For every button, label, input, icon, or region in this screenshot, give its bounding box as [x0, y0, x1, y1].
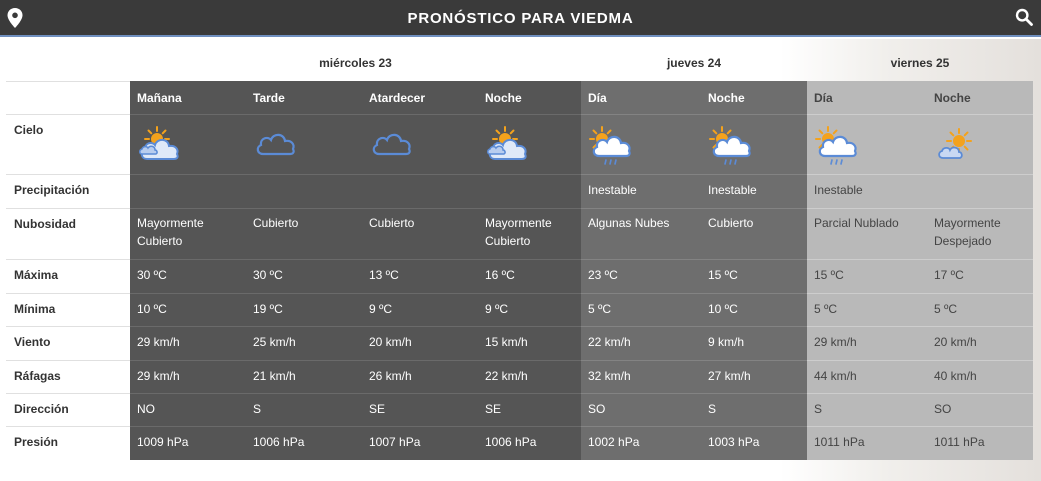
viento-value: 15 km/h — [485, 335, 528, 349]
sun-small-cloud-icon — [933, 126, 979, 166]
sun-cloud-rain-icon — [587, 126, 633, 166]
rafagas-value: 21 km/h — [253, 369, 296, 383]
maxima-value: 30 ºC — [137, 268, 167, 282]
rafagas-value: 40 km/h — [934, 369, 977, 383]
minima-value: 9 ºC — [369, 302, 393, 316]
cloudiness-line-1: Cubierto — [369, 216, 415, 230]
maxima-value: 23 ºC — [588, 268, 618, 282]
row-divider — [581, 114, 807, 115]
row-divider — [130, 360, 581, 361]
viento-value: 29 km/h — [137, 335, 180, 349]
cloudiness-line-1: Mayormente — [934, 216, 1001, 230]
rafagas-value: 26 km/h — [369, 369, 412, 383]
minima-value: 19 ºC — [253, 302, 283, 316]
row-divider — [130, 114, 581, 115]
period-header: Día — [588, 91, 607, 105]
maxima-value: 16 ºC — [485, 268, 515, 282]
cloudiness-value — [588, 214, 698, 232]
precipitation-value: Inestable — [708, 183, 757, 197]
day-header-1: miércoles 23 — [319, 56, 392, 70]
row-divider — [581, 293, 807, 294]
row-divider — [6, 174, 130, 175]
row-divider — [6, 208, 130, 209]
row-divider — [581, 360, 807, 361]
day-headers — [0, 39, 1041, 81]
rafagas-value: 32 km/h — [588, 369, 631, 383]
row-label-precipitacion: Precipitación — [14, 183, 90, 197]
minima-value: 9 ºC — [485, 302, 509, 316]
direccion-value: S — [708, 402, 717, 416]
cloudiness-line-1: Cubierto — [708, 216, 754, 230]
presion-value: 1011 hPa — [934, 435, 985, 449]
period-header: Tarde — [253, 91, 285, 105]
cloud-icon — [252, 126, 298, 166]
period-header: Noche — [934, 91, 971, 105]
row-divider — [807, 326, 1033, 327]
row-divider — [581, 426, 807, 427]
row-divider — [6, 293, 130, 294]
row-divider — [807, 393, 1033, 394]
period-header: Noche — [708, 91, 745, 105]
row-divider — [581, 208, 807, 209]
minima-value: 5 ºC — [588, 302, 612, 316]
row-divider — [6, 393, 130, 394]
day-header-3: viernes 25 — [890, 56, 950, 70]
cloudiness-value — [814, 214, 924, 232]
viento-value: 20 km/h — [934, 335, 977, 349]
partly-cloudy-icon — [136, 126, 182, 166]
period-header: Mañana — [137, 91, 182, 105]
row-divider — [6, 326, 130, 327]
cloudiness-line-2: Cubierto — [485, 234, 531, 248]
period-header: Atardecer — [369, 91, 426, 105]
direccion-value: S — [253, 402, 262, 416]
row-divider — [130, 259, 581, 260]
row-divider — [807, 360, 1033, 361]
row-label-maxima: Máxima — [14, 268, 59, 282]
viento-value: 20 km/h — [369, 335, 412, 349]
row-label-cielo: Cielo — [14, 123, 44, 137]
maxima-value: 13 ºC — [369, 268, 399, 282]
row-divider — [807, 293, 1033, 294]
direccion-value: S — [814, 402, 823, 416]
minima-value: 10 ºC — [708, 302, 738, 316]
maxima-value: 15 ºC — [814, 268, 844, 282]
cloud-icon — [368, 126, 414, 166]
row-label-rafagas: Ráfagas — [14, 369, 61, 383]
cloudiness-line-2: Despejado — [934, 234, 992, 248]
direccion-value: SE — [369, 402, 386, 416]
direccion-value: SO — [934, 402, 952, 416]
row-divider — [130, 326, 581, 327]
row-divider — [130, 393, 581, 394]
rafagas-value: 44 km/h — [814, 369, 857, 383]
row-label-nubosidad: Nubosidad — [14, 217, 76, 231]
maxima-value: 30 ºC — [253, 268, 283, 282]
viento-value: 9 km/h — [708, 335, 745, 349]
presion-value: 1007 hPa — [369, 435, 421, 449]
presion-value: 1009 hPa — [137, 435, 189, 449]
search-icon[interactable] — [1015, 8, 1033, 26]
viento-value: 22 km/h — [588, 335, 631, 349]
minima-value: 5 ºC — [934, 302, 958, 316]
row-divider — [581, 174, 807, 175]
viento-value: 29 km/h — [814, 335, 857, 349]
row-divider — [6, 81, 130, 82]
row-divider — [6, 360, 130, 361]
minima-value: 10 ºC — [137, 302, 167, 316]
row-divider — [807, 208, 1033, 209]
rafagas-value: 27 km/h — [708, 369, 751, 383]
cloudiness-line-2: Cubierto — [137, 234, 183, 248]
cloudiness-value — [934, 214, 1041, 250]
partly-cloudy-icon — [484, 126, 530, 166]
presion-value: 1006 hPa — [253, 435, 305, 449]
precipitation-value: Inestable — [588, 183, 637, 197]
top-bar — [0, 0, 1041, 37]
maxima-value: 17 ºC — [934, 268, 964, 282]
row-divider — [807, 426, 1033, 427]
row-divider — [130, 174, 581, 175]
row-divider — [807, 174, 1033, 175]
row-divider — [807, 259, 1033, 260]
sun-cloud-rain-icon — [707, 126, 753, 166]
cloudiness-line-1: Parcial Nublado — [814, 216, 899, 230]
day-header-2: jueves 24 — [666, 56, 722, 70]
presion-value: 1006 hPa — [485, 435, 537, 449]
row-divider — [807, 114, 1033, 115]
row-divider — [6, 114, 130, 115]
maxima-value: 15 ºC — [708, 268, 738, 282]
row-divider — [130, 208, 581, 209]
cloudiness-value — [137, 214, 247, 250]
cloudiness-value — [253, 214, 363, 232]
row-divider — [6, 426, 130, 427]
row-divider — [581, 259, 807, 260]
rafagas-value: 29 km/h — [137, 369, 180, 383]
direccion-value: SO — [588, 402, 606, 416]
minima-value: 5 ºC — [814, 302, 838, 316]
sun-cloud-rain-icon — [813, 126, 859, 166]
row-label-direccion: Dirección — [14, 402, 69, 416]
presion-value: 1002 hPa — [588, 435, 640, 449]
period-header: Noche — [485, 91, 522, 105]
page-title: PRONÓSTICO PARA VIEDMA — [407, 10, 634, 27]
row-label-presion: Presión — [14, 435, 59, 449]
cloudiness-value — [485, 214, 595, 250]
row-label-viento: Viento — [14, 335, 51, 349]
row-divider — [581, 326, 807, 327]
row-label-minima: Mínima — [14, 302, 56, 316]
rafagas-value: 22 km/h — [485, 369, 528, 383]
period-header: Día — [814, 91, 833, 105]
precipitation-value: Inestable — [814, 183, 863, 197]
cloudiness-line-1: Algunas Nubes — [588, 216, 670, 230]
cloudiness-line-1: Mayormente — [485, 216, 552, 230]
cloudiness-line-1: Cubierto — [253, 216, 299, 230]
cloudiness-value — [369, 214, 479, 232]
row-divider — [130, 293, 581, 294]
row-divider — [6, 259, 130, 260]
viento-value: 25 km/h — [253, 335, 296, 349]
presion-value: 1003 hPa — [708, 435, 760, 449]
presion-value: 1011 hPa — [814, 435, 865, 449]
row-divider — [581, 393, 807, 394]
direccion-value: NO — [137, 402, 155, 416]
cloudiness-line-1: Mayormente — [137, 216, 204, 230]
row-divider — [130, 426, 581, 427]
cloudiness-value — [708, 214, 818, 232]
direccion-value: SE — [485, 402, 502, 416]
